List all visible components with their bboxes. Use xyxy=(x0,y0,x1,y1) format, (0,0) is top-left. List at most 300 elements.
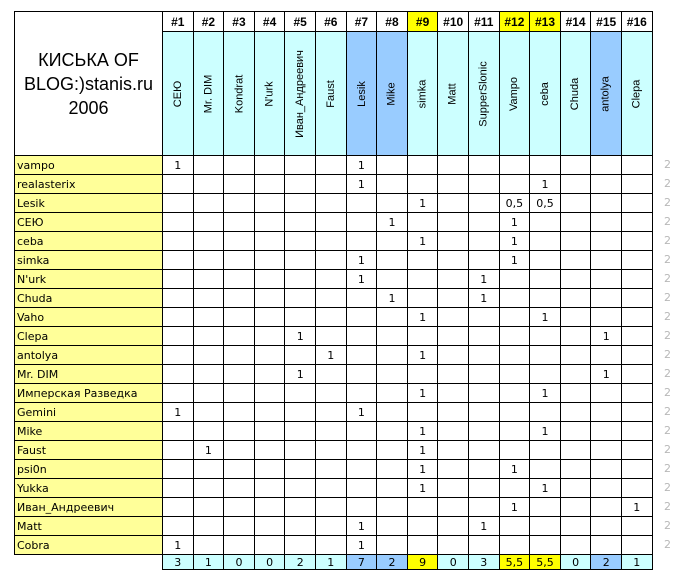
vote-cell[interactable] xyxy=(560,440,592,460)
vote-cell[interactable] xyxy=(499,174,531,194)
vote-cell[interactable]: 1 xyxy=(468,288,500,308)
vote-cell[interactable] xyxy=(254,421,286,441)
vote-cell[interactable] xyxy=(529,345,561,365)
vote-cell[interactable] xyxy=(223,288,255,308)
column-number[interactable]: #5 xyxy=(284,11,316,32)
vote-cell[interactable] xyxy=(560,288,592,308)
vote-cell[interactable]: 1 xyxy=(407,478,439,498)
column-number[interactable]: #7 xyxy=(346,11,378,32)
row-voter-name[interactable]: Иван_Андреевич xyxy=(14,497,163,517)
vote-cell[interactable] xyxy=(529,288,561,308)
vote-cell[interactable] xyxy=(254,516,286,536)
vote-cell[interactable] xyxy=(254,193,286,213)
vote-cell[interactable] xyxy=(468,174,500,194)
vote-cell[interactable] xyxy=(193,212,225,232)
vote-cell[interactable] xyxy=(162,288,194,308)
vote-cell[interactable] xyxy=(590,383,622,403)
vote-cell[interactable] xyxy=(376,535,408,555)
vote-cell[interactable] xyxy=(437,535,469,555)
total-cell[interactable]: 0 xyxy=(560,554,592,570)
vote-cell[interactable] xyxy=(162,174,194,194)
vote-cell[interactable] xyxy=(560,345,592,365)
vote-cell[interactable] xyxy=(223,193,255,213)
vote-cell[interactable]: 1 xyxy=(407,440,439,460)
total-cell[interactable]: 0 xyxy=(254,554,286,570)
vote-cell[interactable] xyxy=(254,288,286,308)
vote-cell[interactable] xyxy=(223,326,255,346)
row-voter-name[interactable]: psi0n xyxy=(14,459,163,479)
total-cell[interactable]: 1 xyxy=(193,554,225,570)
vote-cell[interactable] xyxy=(437,459,469,479)
vote-cell[interactable] xyxy=(560,326,592,346)
vote-cell[interactable] xyxy=(346,421,378,441)
vote-cell[interactable] xyxy=(590,459,622,479)
vote-cell[interactable] xyxy=(468,231,500,251)
vote-cell[interactable] xyxy=(284,383,316,403)
vote-cell[interactable] xyxy=(315,364,347,384)
column-player-name[interactable] xyxy=(468,31,500,156)
vote-cell[interactable] xyxy=(162,193,194,213)
row-voter-name[interactable]: N'urk xyxy=(14,269,163,289)
column-number[interactable]: #11 xyxy=(468,11,500,32)
vote-cell[interactable] xyxy=(529,440,561,460)
vote-cell[interactable]: 1 xyxy=(499,459,531,479)
vote-cell[interactable]: 1 xyxy=(499,250,531,270)
vote-cell[interactable] xyxy=(376,440,408,460)
vote-cell[interactable] xyxy=(254,364,286,384)
column-player-name[interactable] xyxy=(162,31,194,156)
vote-cell[interactable] xyxy=(437,212,469,232)
vote-cell[interactable] xyxy=(468,212,500,232)
column-number[interactable]: #15 xyxy=(590,11,622,32)
vote-cell[interactable] xyxy=(499,440,531,460)
vote-cell[interactable] xyxy=(621,269,653,289)
vote-cell[interactable] xyxy=(560,269,592,289)
vote-cell[interactable] xyxy=(621,421,653,441)
vote-cell[interactable] xyxy=(529,535,561,555)
vote-cell[interactable] xyxy=(407,174,439,194)
vote-cell[interactable] xyxy=(468,193,500,213)
vote-cell[interactable] xyxy=(284,155,316,175)
vote-cell[interactable] xyxy=(376,155,408,175)
vote-cell[interactable] xyxy=(529,269,561,289)
row-voter-name[interactable]: Имперская Разведка xyxy=(14,383,163,403)
row-voter-name[interactable]: Vaho xyxy=(14,307,163,327)
vote-cell[interactable] xyxy=(346,497,378,517)
vote-cell[interactable] xyxy=(346,478,378,498)
vote-cell[interactable] xyxy=(407,497,439,517)
vote-cell[interactable] xyxy=(376,231,408,251)
vote-cell[interactable] xyxy=(499,364,531,384)
vote-cell[interactable] xyxy=(468,535,500,555)
vote-cell[interactable] xyxy=(499,421,531,441)
vote-cell[interactable] xyxy=(193,478,225,498)
total-cell[interactable]: 2 xyxy=(590,554,622,570)
vote-cell[interactable] xyxy=(346,212,378,232)
vote-cell[interactable]: 0,5 xyxy=(499,193,531,213)
row-voter-name[interactable]: vampo xyxy=(14,155,163,175)
vote-cell[interactable] xyxy=(499,307,531,327)
vote-cell[interactable] xyxy=(437,421,469,441)
column-number[interactable]: #9 xyxy=(407,11,439,32)
vote-cell[interactable]: 1 xyxy=(346,155,378,175)
vote-cell[interactable]: 1 xyxy=(407,459,439,479)
vote-cell[interactable] xyxy=(437,345,469,365)
vote-cell[interactable] xyxy=(560,402,592,422)
total-cell[interactable]: 2 xyxy=(376,554,408,570)
vote-cell[interactable] xyxy=(315,516,347,536)
vote-cell[interactable]: 1 xyxy=(284,364,316,384)
vote-cell[interactable] xyxy=(560,516,592,536)
vote-cell[interactable] xyxy=(315,288,347,308)
total-cell[interactable]: 0 xyxy=(223,554,255,570)
column-player-name[interactable] xyxy=(223,31,255,156)
vote-cell[interactable] xyxy=(407,250,439,270)
vote-cell[interactable] xyxy=(223,478,255,498)
vote-cell[interactable] xyxy=(621,193,653,213)
vote-cell[interactable] xyxy=(590,269,622,289)
vote-cell[interactable] xyxy=(499,326,531,346)
column-player-name[interactable] xyxy=(284,31,316,156)
vote-cell[interactable] xyxy=(193,231,225,251)
vote-cell[interactable] xyxy=(529,497,561,517)
vote-cell[interactable] xyxy=(315,269,347,289)
row-voter-name[interactable]: Yukka xyxy=(14,478,163,498)
vote-cell[interactable] xyxy=(284,250,316,270)
vote-cell[interactable] xyxy=(254,212,286,232)
vote-cell[interactable] xyxy=(254,345,286,365)
column-player-name[interactable] xyxy=(590,31,622,156)
vote-cell[interactable] xyxy=(590,345,622,365)
vote-cell[interactable] xyxy=(407,402,439,422)
column-number[interactable]: #16 xyxy=(621,11,653,32)
vote-cell[interactable] xyxy=(223,383,255,403)
row-voter-name[interactable]: Cobra xyxy=(14,535,163,555)
vote-cell[interactable] xyxy=(193,459,225,479)
total-cell[interactable]: 7 xyxy=(346,554,378,570)
vote-cell[interactable] xyxy=(468,478,500,498)
total-cell[interactable]: 5,5 xyxy=(529,554,561,570)
vote-cell[interactable]: 1 xyxy=(468,516,500,536)
vote-cell[interactable] xyxy=(621,345,653,365)
row-voter-name[interactable]: antolya xyxy=(14,345,163,365)
vote-cell[interactable] xyxy=(223,440,255,460)
row-voter-name[interactable]: Chuda xyxy=(14,288,163,308)
vote-cell[interactable] xyxy=(284,421,316,441)
vote-cell[interactable] xyxy=(193,269,225,289)
vote-cell[interactable] xyxy=(193,383,225,403)
vote-cell[interactable] xyxy=(437,174,469,194)
vote-cell[interactable] xyxy=(346,307,378,327)
vote-cell[interactable] xyxy=(193,402,225,422)
vote-cell[interactable] xyxy=(223,250,255,270)
vote-cell[interactable] xyxy=(468,155,500,175)
vote-cell[interactable] xyxy=(437,288,469,308)
vote-cell[interactable]: 1 xyxy=(529,174,561,194)
vote-cell[interactable] xyxy=(437,478,469,498)
vote-cell[interactable] xyxy=(346,440,378,460)
vote-cell[interactable] xyxy=(529,459,561,479)
vote-cell[interactable] xyxy=(284,516,316,536)
row-voter-name[interactable]: ceba xyxy=(14,231,163,251)
column-player-name[interactable] xyxy=(407,31,439,156)
vote-cell[interactable] xyxy=(284,174,316,194)
vote-cell[interactable] xyxy=(223,269,255,289)
vote-cell[interactable] xyxy=(407,288,439,308)
vote-cell[interactable] xyxy=(315,478,347,498)
vote-cell[interactable] xyxy=(223,212,255,232)
column-number[interactable]: #12 xyxy=(499,11,531,32)
column-player-name[interactable] xyxy=(376,31,408,156)
vote-cell[interactable] xyxy=(437,497,469,517)
vote-cell[interactable] xyxy=(437,269,469,289)
vote-cell[interactable]: 1 xyxy=(346,269,378,289)
total-cell[interactable]: 9 xyxy=(407,554,439,570)
vote-cell[interactable] xyxy=(468,364,500,384)
vote-cell[interactable] xyxy=(376,478,408,498)
vote-cell[interactable] xyxy=(346,326,378,346)
total-cell[interactable]: 0 xyxy=(437,554,469,570)
vote-cell[interactable] xyxy=(590,440,622,460)
vote-cell[interactable] xyxy=(407,535,439,555)
vote-cell[interactable] xyxy=(560,307,592,327)
vote-cell[interactable] xyxy=(254,440,286,460)
vote-cell[interactable] xyxy=(315,212,347,232)
total-cell[interactable]: 1 xyxy=(621,554,653,570)
vote-cell[interactable] xyxy=(437,402,469,422)
vote-cell[interactable] xyxy=(499,345,531,365)
vote-cell[interactable] xyxy=(223,402,255,422)
vote-cell[interactable] xyxy=(284,231,316,251)
vote-cell[interactable] xyxy=(621,516,653,536)
vote-cell[interactable] xyxy=(315,174,347,194)
vote-cell[interactable] xyxy=(560,535,592,555)
vote-cell[interactable]: 1 xyxy=(376,212,408,232)
vote-cell[interactable] xyxy=(560,250,592,270)
vote-cell[interactable] xyxy=(499,516,531,536)
vote-cell[interactable] xyxy=(315,231,347,251)
vote-cell[interactable] xyxy=(223,345,255,365)
vote-cell[interactable]: 1 xyxy=(346,174,378,194)
vote-cell[interactable] xyxy=(529,326,561,346)
total-cell[interactable]: 1 xyxy=(315,554,347,570)
column-number[interactable]: #8 xyxy=(376,11,408,32)
vote-cell[interactable] xyxy=(590,155,622,175)
vote-cell[interactable] xyxy=(529,231,561,251)
vote-cell[interactable] xyxy=(346,364,378,384)
vote-cell[interactable] xyxy=(162,421,194,441)
vote-cell[interactable] xyxy=(590,307,622,327)
vote-cell[interactable] xyxy=(407,269,439,289)
vote-cell[interactable] xyxy=(254,155,286,175)
vote-cell[interactable] xyxy=(590,516,622,536)
vote-cell[interactable] xyxy=(284,535,316,555)
row-voter-name[interactable]: Mr. DIM xyxy=(14,364,163,384)
vote-cell[interactable] xyxy=(346,459,378,479)
vote-cell[interactable] xyxy=(346,231,378,251)
vote-cell[interactable] xyxy=(223,155,255,175)
vote-cell[interactable] xyxy=(315,307,347,327)
vote-cell[interactable] xyxy=(560,364,592,384)
vote-cell[interactable] xyxy=(468,326,500,346)
vote-cell[interactable] xyxy=(223,459,255,479)
vote-cell[interactable] xyxy=(162,440,194,460)
vote-cell[interactable] xyxy=(468,307,500,327)
vote-cell[interactable]: 1 xyxy=(529,383,561,403)
vote-cell[interactable] xyxy=(590,421,622,441)
vote-cell[interactable] xyxy=(162,345,194,365)
vote-cell[interactable] xyxy=(499,478,531,498)
column-number[interactable]: #14 xyxy=(560,11,592,32)
vote-cell[interactable] xyxy=(407,364,439,384)
vote-cell[interactable] xyxy=(193,497,225,517)
vote-cell[interactable] xyxy=(254,478,286,498)
vote-cell[interactable] xyxy=(499,155,531,175)
vote-cell[interactable] xyxy=(560,231,592,251)
vote-cell[interactable] xyxy=(193,364,225,384)
row-voter-name[interactable]: Faust xyxy=(14,440,163,460)
vote-cell[interactable] xyxy=(315,326,347,346)
column-player-name[interactable] xyxy=(499,31,531,156)
column-player-name[interactable] xyxy=(193,31,225,156)
vote-cell[interactable] xyxy=(590,231,622,251)
column-player-name[interactable] xyxy=(254,31,286,156)
vote-cell[interactable] xyxy=(437,193,469,213)
vote-cell[interactable] xyxy=(284,193,316,213)
vote-cell[interactable] xyxy=(468,250,500,270)
vote-cell[interactable] xyxy=(468,440,500,460)
vote-cell[interactable]: 1 xyxy=(376,288,408,308)
vote-cell[interactable] xyxy=(590,288,622,308)
vote-cell[interactable] xyxy=(346,383,378,403)
vote-cell[interactable] xyxy=(529,155,561,175)
vote-cell[interactable] xyxy=(529,250,561,270)
vote-cell[interactable]: 1 xyxy=(162,402,194,422)
vote-cell[interactable] xyxy=(407,326,439,346)
vote-cell[interactable]: 1 xyxy=(529,307,561,327)
vote-cell[interactable] xyxy=(621,174,653,194)
vote-cell[interactable] xyxy=(315,497,347,517)
vote-cell[interactable] xyxy=(529,364,561,384)
vote-cell[interactable] xyxy=(499,269,531,289)
vote-cell[interactable] xyxy=(223,535,255,555)
column-player-name[interactable] xyxy=(560,31,592,156)
vote-cell[interactable] xyxy=(193,326,225,346)
vote-cell[interactable] xyxy=(284,307,316,327)
vote-cell[interactable] xyxy=(315,535,347,555)
vote-cell[interactable]: 1 xyxy=(407,193,439,213)
column-player-name[interactable] xyxy=(346,31,378,156)
vote-cell[interactable] xyxy=(254,497,286,517)
vote-cell[interactable] xyxy=(315,440,347,460)
vote-cell[interactable] xyxy=(468,402,500,422)
vote-cell[interactable] xyxy=(254,402,286,422)
column-player-name[interactable] xyxy=(529,31,561,156)
vote-cell[interactable] xyxy=(468,421,500,441)
vote-cell[interactable] xyxy=(376,174,408,194)
vote-cell[interactable] xyxy=(407,212,439,232)
vote-cell[interactable] xyxy=(254,383,286,403)
vote-cell[interactable] xyxy=(315,155,347,175)
vote-cell[interactable] xyxy=(499,383,531,403)
row-voter-name[interactable]: Matt xyxy=(14,516,163,536)
vote-cell[interactable] xyxy=(621,288,653,308)
vote-cell[interactable] xyxy=(254,307,286,327)
vote-cell[interactable] xyxy=(193,421,225,441)
vote-cell[interactable] xyxy=(376,459,408,479)
vote-cell[interactable]: 1 xyxy=(407,345,439,365)
vote-cell[interactable] xyxy=(284,497,316,517)
vote-cell[interactable] xyxy=(468,383,500,403)
row-voter-name[interactable]: simka xyxy=(14,250,163,270)
vote-cell[interactable] xyxy=(193,288,225,308)
vote-cell[interactable] xyxy=(223,497,255,517)
vote-cell[interactable]: 1 xyxy=(162,535,194,555)
vote-cell[interactable] xyxy=(376,345,408,365)
vote-cell[interactable]: 1 xyxy=(315,345,347,365)
vote-cell[interactable] xyxy=(254,250,286,270)
vote-cell[interactable]: 1 xyxy=(407,231,439,251)
vote-cell[interactable]: 1 xyxy=(590,326,622,346)
vote-cell[interactable] xyxy=(284,212,316,232)
vote-cell[interactable] xyxy=(162,307,194,327)
vote-cell[interactable] xyxy=(621,383,653,403)
vote-cell[interactable] xyxy=(284,478,316,498)
vote-cell[interactable]: 1 xyxy=(162,155,194,175)
column-number[interactable]: #2 xyxy=(193,11,225,32)
vote-cell[interactable] xyxy=(437,516,469,536)
vote-cell[interactable]: 1 xyxy=(193,440,225,460)
vote-cell[interactable] xyxy=(437,155,469,175)
vote-cell[interactable] xyxy=(162,326,194,346)
vote-cell[interactable] xyxy=(376,307,408,327)
vote-cell[interactable]: 1 xyxy=(346,535,378,555)
vote-cell[interactable] xyxy=(560,478,592,498)
vote-cell[interactable] xyxy=(254,174,286,194)
total-cell[interactable]: 3 xyxy=(162,554,194,570)
vote-cell[interactable] xyxy=(468,459,500,479)
vote-cell[interactable] xyxy=(590,478,622,498)
vote-cell[interactable]: 1 xyxy=(346,402,378,422)
vote-cell[interactable] xyxy=(284,440,316,460)
vote-cell[interactable]: 1 xyxy=(407,383,439,403)
vote-cell[interactable] xyxy=(315,402,347,422)
vote-cell[interactable] xyxy=(621,155,653,175)
vote-cell[interactable] xyxy=(560,174,592,194)
vote-cell[interactable] xyxy=(376,326,408,346)
vote-cell[interactable] xyxy=(193,250,225,270)
vote-cell[interactable] xyxy=(560,383,592,403)
row-voter-name[interactable]: Lesik xyxy=(14,193,163,213)
vote-cell[interactable] xyxy=(315,383,347,403)
vote-cell[interactable] xyxy=(193,174,225,194)
vote-cell[interactable] xyxy=(437,326,469,346)
vote-cell[interactable] xyxy=(499,535,531,555)
vote-cell[interactable]: 1 xyxy=(529,478,561,498)
vote-cell[interactable] xyxy=(621,402,653,422)
vote-cell[interactable] xyxy=(560,155,592,175)
vote-cell[interactable] xyxy=(437,307,469,327)
vote-cell[interactable] xyxy=(621,535,653,555)
vote-cell[interactable] xyxy=(621,478,653,498)
vote-cell[interactable] xyxy=(437,250,469,270)
vote-cell[interactable] xyxy=(407,155,439,175)
vote-cell[interactable] xyxy=(590,497,622,517)
column-number[interactable]: #13 xyxy=(529,11,561,32)
vote-cell[interactable] xyxy=(193,193,225,213)
vote-cell[interactable] xyxy=(437,383,469,403)
vote-cell[interactable] xyxy=(376,516,408,536)
